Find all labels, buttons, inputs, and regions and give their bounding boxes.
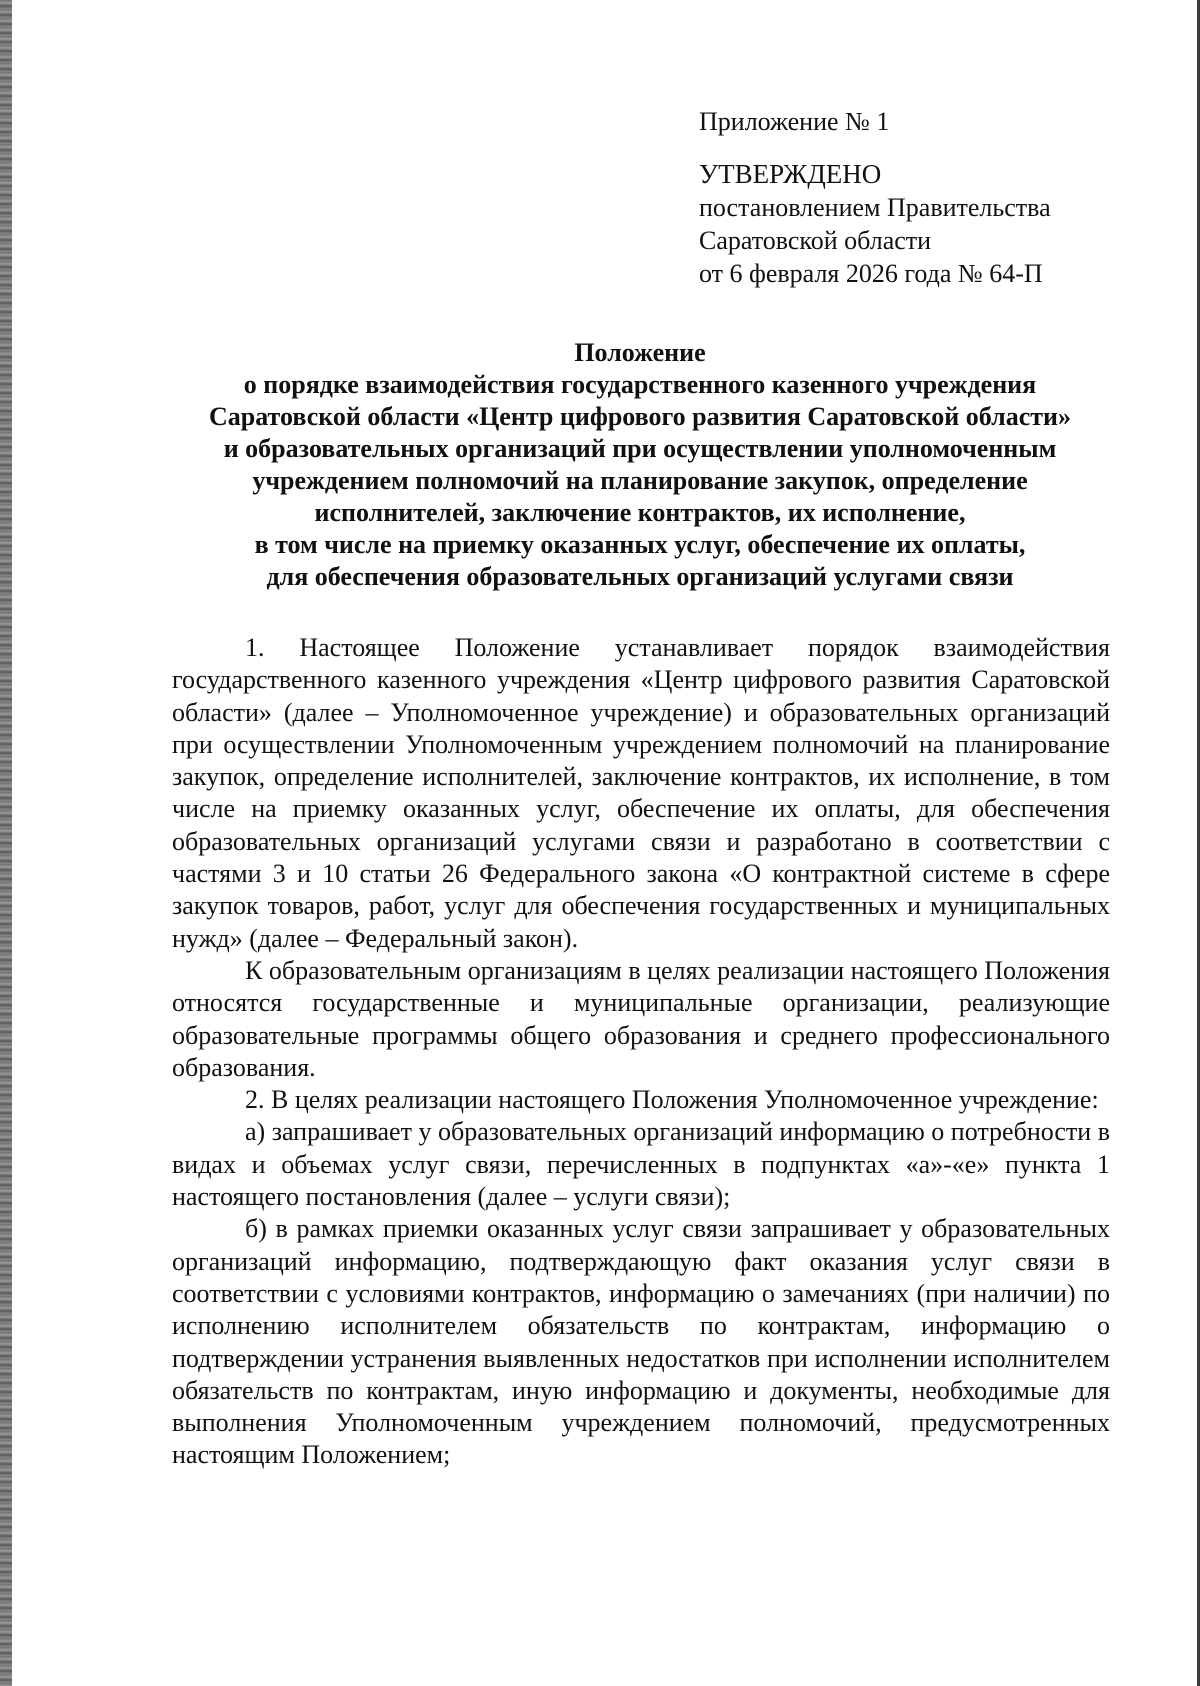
paragraph-1: 1. Настоящее Положение устанавливает порядок взаимодействия государственного казенного учреждения «Центр цифрового развития Саратовской области» (далее – Уполномоченное учреждение) и образовательных организаций при осуществлении Уполномоченным учреждением полномочий на планирование закупок, определение исполнителей, заключение контрактов, их исполнение, в том числе на приемку оказанных услуг, обеспечение их оплаты, для обеспечения образовательных организаций услугами связи и разработано в соответствии с частями 3 и 10 статьи 26 Федерального закона «О контрактной системе в сфере закупок товаров, работ, услуг для обеспечения государственных и муниципальных нужд» (далее – Федеральный закон). <box>172 633 1110 953</box>
title-line: для обеспечения образовательных организаций услугами связи <box>266 562 1014 591</box>
title-line: о порядке взаимодействия государственного казенного учреждения <box>243 370 1037 399</box>
paragraph-3: 2. В целях реализации настоящего Положения Уполномоченное учреждение: <box>245 1085 1099 1115</box>
approval-line-1: постановлением Правительства <box>699 193 1051 222</box>
title-line: Саратовской области «Центр цифрового развития Саратовской области» <box>208 402 1071 431</box>
approval-block <box>699 105 1051 290</box>
scan-edge-left <box>0 0 12 1686</box>
approval-line-2: Саратовской области <box>699 226 932 255</box>
paragraph-4: а) запрашивает у образовательных организаций информацию о потребности в видах и объемах услуг связи, перечисленных в подпунктах «а»-«е» пункта 1 настоящего постановления (далее – услуги связи); <box>172 1117 1110 1212</box>
title-heading: Положение <box>574 338 706 367</box>
annex-number: Приложение № 1 <box>699 107 890 136</box>
title-line: учреждением полномочий на планирование закупок, определение <box>252 466 1028 495</box>
title-line: и образовательных организаций при осуществлении уполномоченным <box>223 434 1057 463</box>
document-title <box>160 337 1120 593</box>
paragraph-2: К образовательным организациям в целях реализации настоящего Положения относятся государственные и муниципальные организации, реализующие образовательные программы общего образования и среднего профессионального образования. <box>172 955 1110 1082</box>
title-line: исполнителей, заключение контрактов, их исполнение, <box>314 498 966 527</box>
approval-line-3: от 6 февраля 2026 года № 64-П <box>699 259 1043 288</box>
title-line: в том числе на приемку оказанных услуг, обеспечение их оплаты, <box>254 530 1026 559</box>
document-body <box>172 632 1110 1472</box>
paragraph-5: б) в рамках приемки оказанных услуг связи запрашивает у образовательных организаций информацию, подтверждающую факт оказания услуг связи в соответствии с условиями контрактов, информацию о замечаниях (при наличии) по исполнению исполнителем обязательств по контрактам, информацию о подтверждении устранения выявленных недостатков при исполнении исполнителем обязательств по контрактам, иную информацию и документы, необходимые для выполнения Уполномоченным учреждением полномочий, предусмотренных настоящим Положением; <box>172 1214 1110 1470</box>
approved-stamp-text: УТВЕРЖДЕНО <box>699 159 882 189</box>
